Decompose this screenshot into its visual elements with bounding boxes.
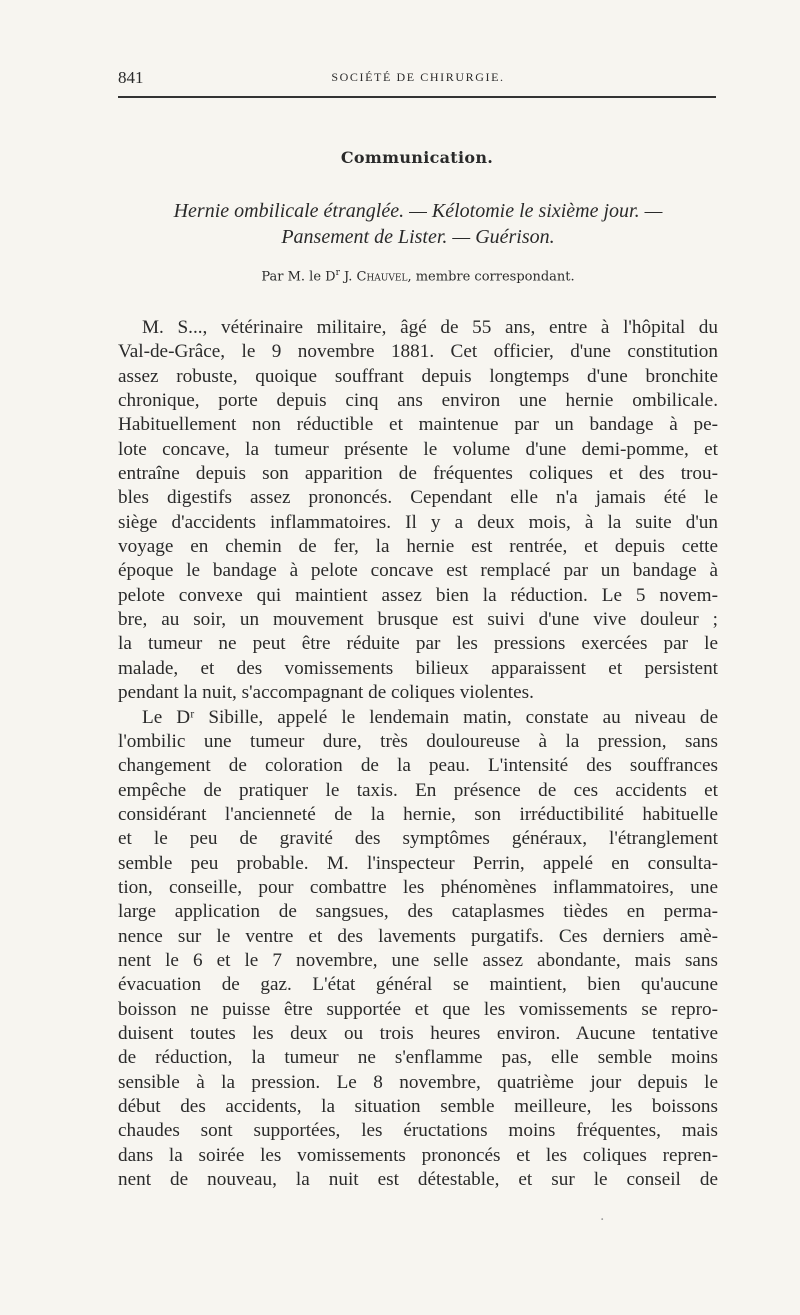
body-line: duisent toutes les deux ou trois heures environ. Aucune tentative — [118, 1022, 718, 1044]
body-line: bre, au soir, un mouvement brusque est suivi d'une vive douleur ; — [118, 609, 718, 631]
body-line: Le Dʳ Sibille, appelé le lendemain matin, constate au niveau de — [142, 706, 718, 728]
article-title-line-2: Pansement de Lister. — Guérison. — [281, 226, 555, 248]
byline — [118, 268, 718, 284]
body-line: début des accidents, la situation semble meilleure, les boissons — [118, 1096, 718, 1117]
section-heading: Communication. — [340, 148, 494, 167]
body-line: nence sur le ventre et des lavements purgatifs. Ces derniers amè- — [118, 925, 718, 947]
body-line: Habituellement non réductible et maintenue par un bandage à pe- — [118, 414, 718, 436]
body-line: pendant la nuit, s'accompagnant de coliques violentes. — [118, 682, 534, 704]
running-head — [118, 64, 718, 90]
body-line: siège d'accidents inflammatoires. Il y a deux mois, à la suite d'un — [118, 511, 718, 533]
body-line: considérant l'ancienneté de la hernie, son irréductibilité habituelle — [118, 803, 718, 825]
body-line: tion, conseille, pour combattre les phénomènes inflammatoires, une — [118, 876, 718, 898]
body-line: époque le bandage à pelote concave est remplacé par un bandage à — [118, 560, 718, 582]
page-number: 841 — [118, 68, 144, 87]
byline-prefix: Par M. le D — [261, 269, 336, 285]
journal-title: SOCIÉTÉ DE CHIRURGIE. — [331, 70, 505, 84]
body-line: assez robuste, quoique souffrant depuis longtemps d'une bronchite — [118, 365, 718, 387]
body-line: large application de sangsues, des cataplasmes tièdes en perma- — [118, 901, 718, 923]
body-line: chaudes sont supportées, les éructations moins fréquentes, mais — [118, 1120, 718, 1142]
paper-speck: · — [600, 1212, 605, 1228]
byline-suffix: , membre correspondant. — [407, 269, 575, 285]
byline-initial: J. — [339, 269, 357, 285]
body-line: changement de coloration de la peau. L'intensité des souffrances — [118, 755, 718, 777]
body-line: l'ombilic une tumeur dure, très douloureuse à la pression, sans — [118, 730, 718, 752]
body-line: entraîne depuis son apparition de fréquentes coliques et des trou- — [118, 463, 718, 485]
body-line: bles digestifs assez prononcés. Cependant elle n'a jamais été le — [118, 487, 718, 509]
body-line: lote concave, la tumeur présente le volume d'une demi-pomme, et — [118, 438, 718, 460]
body-line: malade, et des vomissements bilieux apparaissent et persistent — [118, 657, 718, 679]
body-line: voyage en chemin de fer, la hernie est rentrée, et depuis cette — [118, 536, 718, 558]
byline-author: Chauvel — [356, 269, 408, 285]
body-line: de réduction, la tumeur ne s'enflamme pas, elle semble moins — [118, 1047, 718, 1069]
body-line: et le peu de gravité des symptômes généraux, l'étranglement — [118, 828, 718, 850]
body-line: pelote convexe qui maintient assez bien la réduction. Le 5 novem- — [118, 584, 718, 606]
byline-dr-superscript: r — [335, 268, 340, 278]
article-title-line-1: Hernie ombilicale étranglée. — Kélotomie le sixième jour. — — [173, 200, 663, 222]
body-line: la tumeur ne peut être réduite par les pressions exercées par le — [118, 633, 718, 655]
body-line: sensible à la pression. Le 8 novembre, quatrième jour depuis le — [118, 1071, 718, 1093]
body-line: M. S..., vétérinaire militaire, âgé de 55 ans, entre à l'hôpital du — [142, 317, 718, 338]
header-rule — [118, 96, 716, 98]
body-line: empêche de pratiquer le taxis. En présence de ces accidents et — [118, 779, 718, 801]
article-title — [118, 198, 718, 250]
body-line: Val-de-Grâce, le 9 novembre 1881. Cet officier, d'une constitution — [118, 341, 718, 363]
body-line: boisson ne puisse être supportée et que les vomissements se repro- — [118, 998, 718, 1020]
body-line: nent de nouveau, la nuit est détestable, et sur le conseil de — [118, 1169, 718, 1191]
body-line: évacuation de gaz. L'état général se maintient, bien qu'aucune — [118, 974, 718, 996]
body-line: dans la soirée les vomissements prononcés et les coliques repren- — [118, 1144, 718, 1166]
body-text — [118, 316, 718, 1192]
body-line: chronique, porte depuis cinq ans environ une hernie ombilicale. — [118, 390, 718, 412]
body-line: nent le 6 et le 7 novembre, une selle assez abondante, mais sans — [118, 949, 718, 971]
body-line: semble peu probable. M. l'inspecteur Perrin, appelé en consulta- — [118, 852, 718, 874]
